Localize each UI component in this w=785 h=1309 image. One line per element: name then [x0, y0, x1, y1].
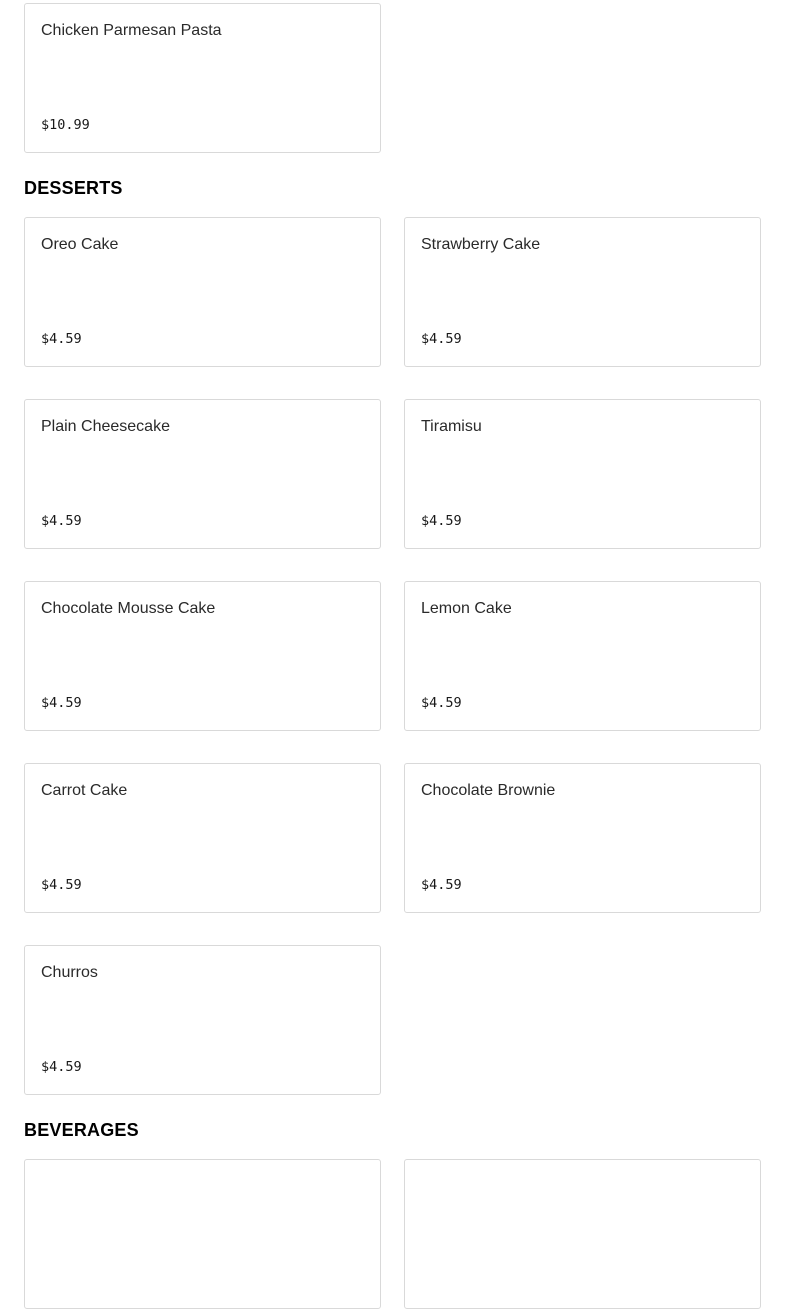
menu-item-price: $4.59 [421, 695, 462, 711]
menu-item-card[interactable] [24, 945, 381, 1095]
menu-item-name: Tiramisu [421, 418, 482, 435]
section-heading-desserts: DESSERTS [24, 178, 123, 198]
section-heading-beverages: BEVERAGES [24, 1120, 139, 1140]
menu-item-card[interactable] [24, 217, 381, 367]
menu-item-name: Churros [41, 964, 98, 981]
menu-item-name: Strawberry Cake [421, 236, 541, 253]
menu-item-name: Oreo Cake [41, 236, 119, 253]
menu-item-name: Plain Cheesecake [41, 418, 170, 435]
menu-item-price: $10.99 [41, 117, 90, 133]
menu-item-name: Carrot Cake [41, 782, 128, 799]
menu-item-name: Chocolate Brownie [421, 782, 556, 799]
menu-item-card[interactable] [24, 581, 381, 731]
menu-item-price: $4.59 [41, 513, 82, 529]
menu-item-price: $4.59 [421, 877, 462, 893]
menu-item-card[interactable] [24, 763, 381, 913]
menu-item-price: $4.59 [421, 513, 462, 529]
menu-item-name: Lemon Cake [421, 600, 512, 617]
menu-item-card[interactable] [404, 763, 761, 913]
menu-item-price: $4.59 [41, 331, 82, 347]
menu-item-name: Chocolate Mousse Cake [41, 600, 216, 617]
menu-item-card[interactable] [404, 217, 761, 367]
menu-item-card[interactable] [24, 3, 381, 153]
menu-item-price: $4.59 [41, 1059, 82, 1075]
menu-item-card[interactable] [24, 1159, 381, 1309]
menu-item-price: $4.59 [41, 695, 82, 711]
menu-item-card[interactable] [404, 1159, 761, 1309]
menu-item-price: $4.59 [41, 877, 82, 893]
menu-item-price: $4.59 [421, 331, 462, 347]
menu-item-card[interactable] [404, 399, 761, 549]
menu-item-name: Chicken Parmesan Pasta [41, 22, 222, 39]
menu-item-card[interactable] [24, 399, 381, 549]
menu-item-card[interactable] [404, 581, 761, 731]
